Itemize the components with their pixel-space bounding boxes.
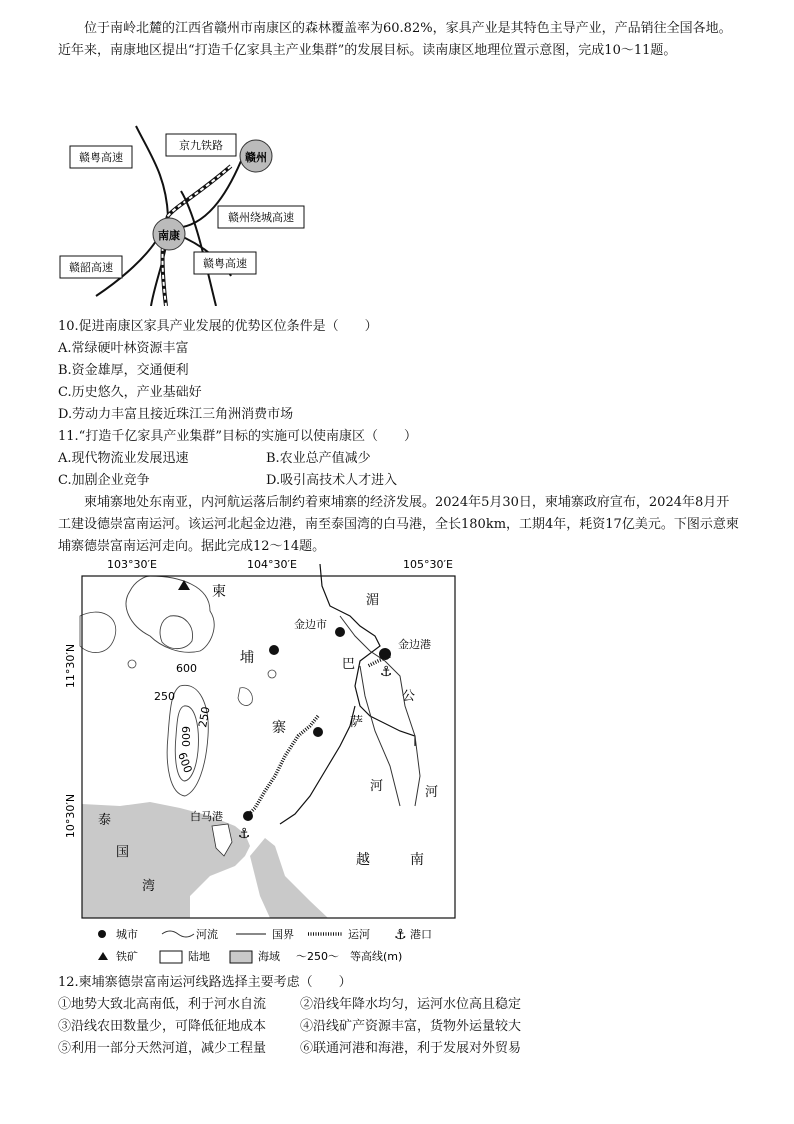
- nankang-location-map: [56, 116, 306, 306]
- legend-sea: 海域: [258, 950, 280, 963]
- legend-port: 港口: [410, 928, 432, 941]
- label-ba: 巴: [342, 657, 356, 672]
- label-nan: 南: [410, 852, 424, 868]
- city-dot-1: [269, 645, 279, 655]
- q12-item-2: ②沿线年降水均匀，运河水位高且稳定: [300, 997, 522, 1012]
- label-he-1: 河: [370, 779, 384, 794]
- cambodia-canal-map: [60, 556, 480, 968]
- lat-tick-1: 11°30′N: [64, 643, 77, 689]
- lon-tick-3: 105°30′E: [403, 558, 453, 571]
- label-yue: 越: [356, 852, 370, 868]
- iron-mine-marker: [178, 580, 190, 590]
- q12-item-3: ③沿线农田数量少，可降低征地成本: [58, 1019, 267, 1034]
- label-pu: 埔: [240, 650, 254, 666]
- contour-600-a: 600: [176, 662, 197, 675]
- label-jinbianshi: 金边市: [294, 618, 327, 631]
- label-gong: 公: [402, 689, 416, 704]
- q11-stem: 11.“打造千亿家具产业集群”目标的实施可以使南康区（ ）: [58, 429, 417, 444]
- q11-option-a[interactable]: A.现代物流业发展迅速: [58, 451, 189, 466]
- q12-item-1: ①地势大致北高南低，利于河水自流: [58, 997, 267, 1012]
- label-baimagang: 白马港: [190, 810, 223, 823]
- label-raocheng: 赣州绕城高速: [228, 211, 294, 224]
- label-ganyue-1: 赣粤高速: [79, 151, 123, 164]
- q10-option-b[interactable]: B.资金雄厚，交通便利: [58, 363, 189, 378]
- q10-option-c[interactable]: C.历史悠久，产业基础好: [58, 385, 202, 400]
- legend: [98, 927, 432, 963]
- contour-250-a: 250: [154, 690, 175, 703]
- q12-stem: 12.柬埔寨德崇富南运河线路选择主要考虑（ ）: [58, 975, 352, 990]
- port-icon-baima: ⚓: [237, 826, 251, 842]
- q10-option-d[interactable]: D.劳动力丰富且接近珠江三角洲消费市场: [58, 407, 294, 422]
- city-dot-jinbiangang: [379, 648, 391, 660]
- contour-600-b: 600: [179, 726, 192, 747]
- legend-land: 陆地: [188, 950, 210, 963]
- q10-option-a[interactable]: A.常绿硬叶林资源丰富: [58, 341, 189, 356]
- label-jinbiangang: 金边港: [398, 638, 431, 651]
- legend-contour: ～250～ 等高线(m): [296, 950, 403, 963]
- q11-option-d[interactable]: D.吸引高技术人才进入: [266, 473, 398, 488]
- label-tai: 泰: [98, 813, 112, 828]
- label-mei: 湄: [366, 593, 380, 608]
- legend-border: 国界: [272, 928, 294, 941]
- ganzhou-label: 赣州: [245, 151, 267, 164]
- label-sa: 萨: [350, 715, 364, 730]
- label-zhai: 寨: [272, 720, 286, 736]
- q12-item-6: ⑥联通河港和海港，利于发展对外贸易: [300, 1041, 522, 1056]
- city-dot-canal-mid: [313, 727, 323, 737]
- contour-600-c: 600: [175, 750, 195, 775]
- label-jingjiu: 京九铁路: [179, 139, 223, 152]
- q12-item-4: ④沿线矿产资源丰富，货物外运量较大: [300, 1019, 522, 1034]
- q11-option-c[interactable]: C.加剧企业竞争: [58, 473, 150, 488]
- q12-item-5: ⑤利用一部分天然河道，减少工程量: [58, 1041, 267, 1056]
- city-dot-baimagang: [243, 811, 253, 821]
- legend-river: 河流: [196, 928, 218, 941]
- city-dot-jinbianshi: [335, 627, 345, 637]
- lon-tick-2: 104°30′E: [247, 558, 297, 571]
- lon-tick-1: 103°30′E: [107, 558, 157, 571]
- label-ganshao: 赣韶高速: [69, 261, 113, 274]
- legend-city: 城市: [116, 928, 138, 941]
- label-ganyue-2: 赣粤高速: [203, 257, 247, 270]
- lat-tick-2: 10°30′N: [64, 793, 77, 839]
- legend-iron: 铁矿: [116, 950, 138, 963]
- q10-stem: 10.促进南康区家具产业发展的优势区位条件是（ ）: [58, 319, 378, 334]
- port-icon-jinbian: ⚓: [379, 664, 393, 680]
- contour-250-b: 250: [196, 705, 213, 729]
- nankang-label: 南康: [158, 229, 180, 242]
- label-jian: 柬: [212, 584, 226, 600]
- label-guo: 国: [116, 845, 130, 860]
- label-he-2: 河: [425, 785, 439, 800]
- legend-canal: 运河: [348, 928, 370, 941]
- label-wan: 湾: [142, 879, 156, 894]
- q11-option-b[interactable]: B.农业总产值减少: [266, 451, 371, 466]
- passage-1: 位于南岭北麓的江西省赣州市南康区的森林覆盖率为60.82%，家具产业是其特色主导产业，产品销往全国各地。近年来，南康地区提出“打造千亿家具主产业集群”的发展目标。读南康区地理位置示意图，完成10～11题。: [58, 21, 732, 58]
- legend-port-icon: ⚓: [394, 927, 407, 943]
- passage-2: 柬埔寨地处东南亚，内河航运落后制约着柬埔寨的经济发展。2024年5月30日，柬埔寨政府宣布，2024年8月开工建设德崇富南运河。该运河北起金边港，南至泰国湾的白马港，全长180km，工期4年，耗资17亿美元。下图示意柬埔寨德崇富南运河走向。据此完成12～14题。: [58, 495, 739, 554]
